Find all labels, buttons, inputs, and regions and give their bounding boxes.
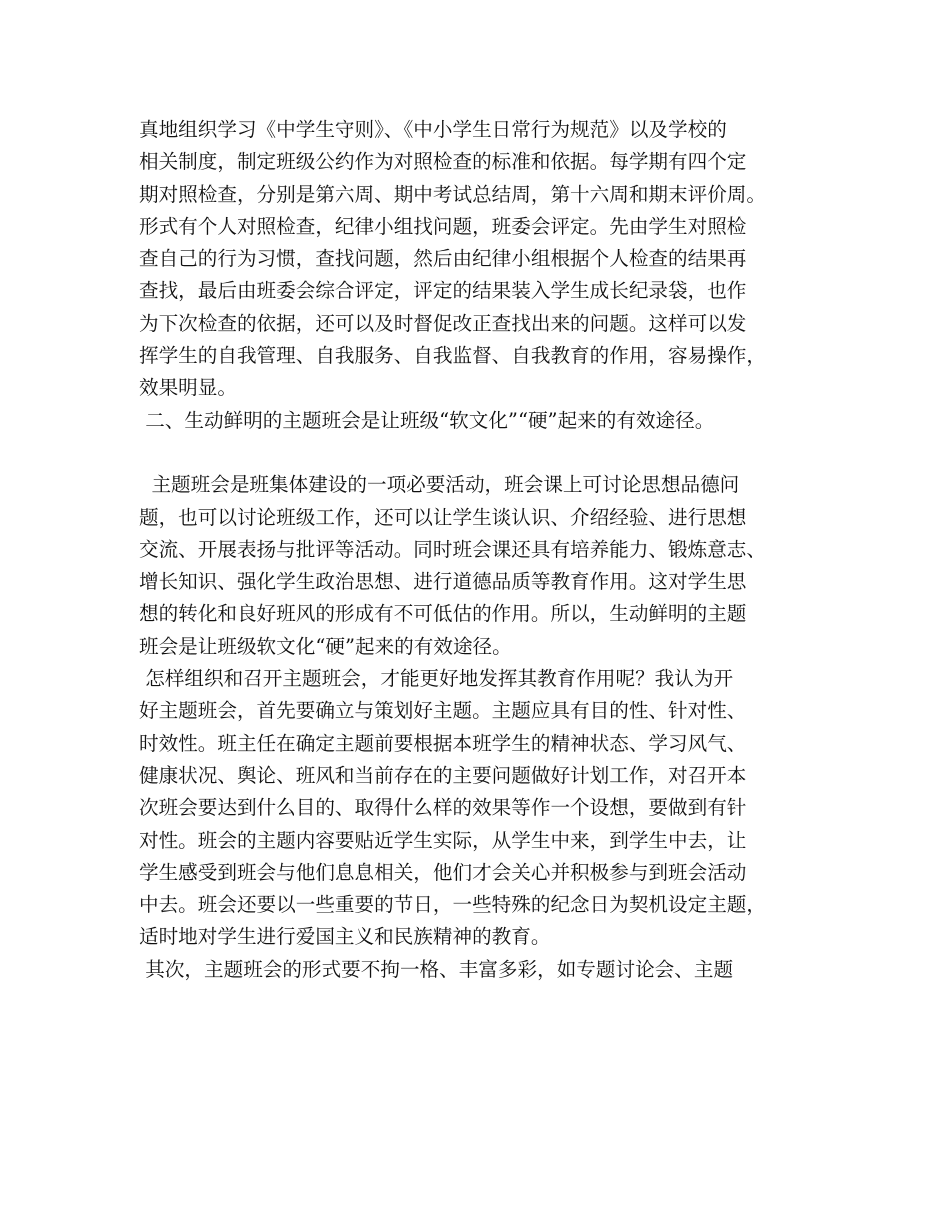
text-line: 查找，最后由班委会综合评定，评定的结果装入学生成长纪录袋，也作 — [139, 279, 747, 303]
text-line: 形式有个人对照检查，纪律小组找问题，班委会评定。先由学生对照检 — [139, 214, 747, 238]
text-line: 为下次检查的依据，还可以及时督促改正查找出来的问题。这样可以发 — [139, 311, 747, 335]
text-line: 学生感受到班会与他们息息相关，他们才会关心并积极参与到班会活动 — [139, 860, 747, 884]
text-line: 班会是让班级软文化“硬”起来的有效途径。 — [139, 634, 512, 658]
text-line: 适时地对学生进行爱国主义和民族精神的教育。 — [139, 925, 551, 949]
text-line: 次班会要达到什么目的、取得什么样的效果等作一个设想，要做到有针 — [139, 796, 747, 820]
section-heading: 二、生动鲜明的主题班会是让班级“软文化”“硬”起来的有效途径。 — [139, 408, 715, 432]
text-line: 想的转化和良好班风的形成有不可低估的作用。所以，生动鲜明的主题 — [139, 602, 747, 626]
text-line: 主题班会是班集体建设的一项必要活动，班会课上可讨论思想品德问 — [139, 473, 740, 497]
text-line: 查自己的行为习惯，查找问题，然后由纪律小组根据个人检查的结果再 — [139, 247, 747, 271]
text-line: 期对照检查，分别是第六周、期中考试总结周，第十六周和期末评价周。 — [139, 182, 766, 206]
text-line: 真地组织学习《中学生守则》、《中小学生日常行为规范》以及学校的 — [139, 118, 727, 141]
text-line: 效果明显。 — [139, 376, 237, 400]
text-line: 中去。班会还要以一些重要的节日，一些特殊的纪念日为契机设定主题， — [139, 893, 766, 917]
body-text — [139, 114, 829, 986]
text-line: 增长知识、强化学生政治思想、进行道德品质等教育作用。这对学生思 — [139, 570, 747, 594]
text-line: 时效性。班主任在确定主题前要根据本班学生的精神状态、学习风气、 — [139, 731, 747, 755]
text-line: 交流、开展表扬与批评等活动。同时班会课还具有培养能力、锻炼意志、 — [139, 537, 766, 561]
text-line: 健康状况、舆论、班风和当前存在的主要问题做好计划工作，对召开本 — [139, 763, 747, 787]
text-line: 对性。班会的主题内容要贴近学生实际，从学生中来，到学生中去，让 — [139, 828, 747, 852]
text-line: 其次，主题班会的形式要不拘一格、丰富多彩，如专题讨论会、主题 — [139, 957, 734, 981]
text-line: 怎样组织和召开主题班会，才能更好地发挥其教育作用呢？我认为开 — [139, 667, 734, 691]
text-line: 挥学生的自我管理、自我服务、自我监督、自我教育的作用，容易操作， — [139, 344, 766, 368]
text-line: 题，也可以讨论班级工作，还可以让学生谈认识、介绍经验、进行思想 — [139, 505, 747, 529]
text-line: 好主题班会，首先要确立与策划好主题。主题应具有目的性、针对性、 — [139, 699, 747, 723]
text-line: 相关制度，制定班级公约作为对照检查的标准和依据。每学期有四个定 — [139, 150, 747, 174]
blank-line — [139, 437, 829, 469]
